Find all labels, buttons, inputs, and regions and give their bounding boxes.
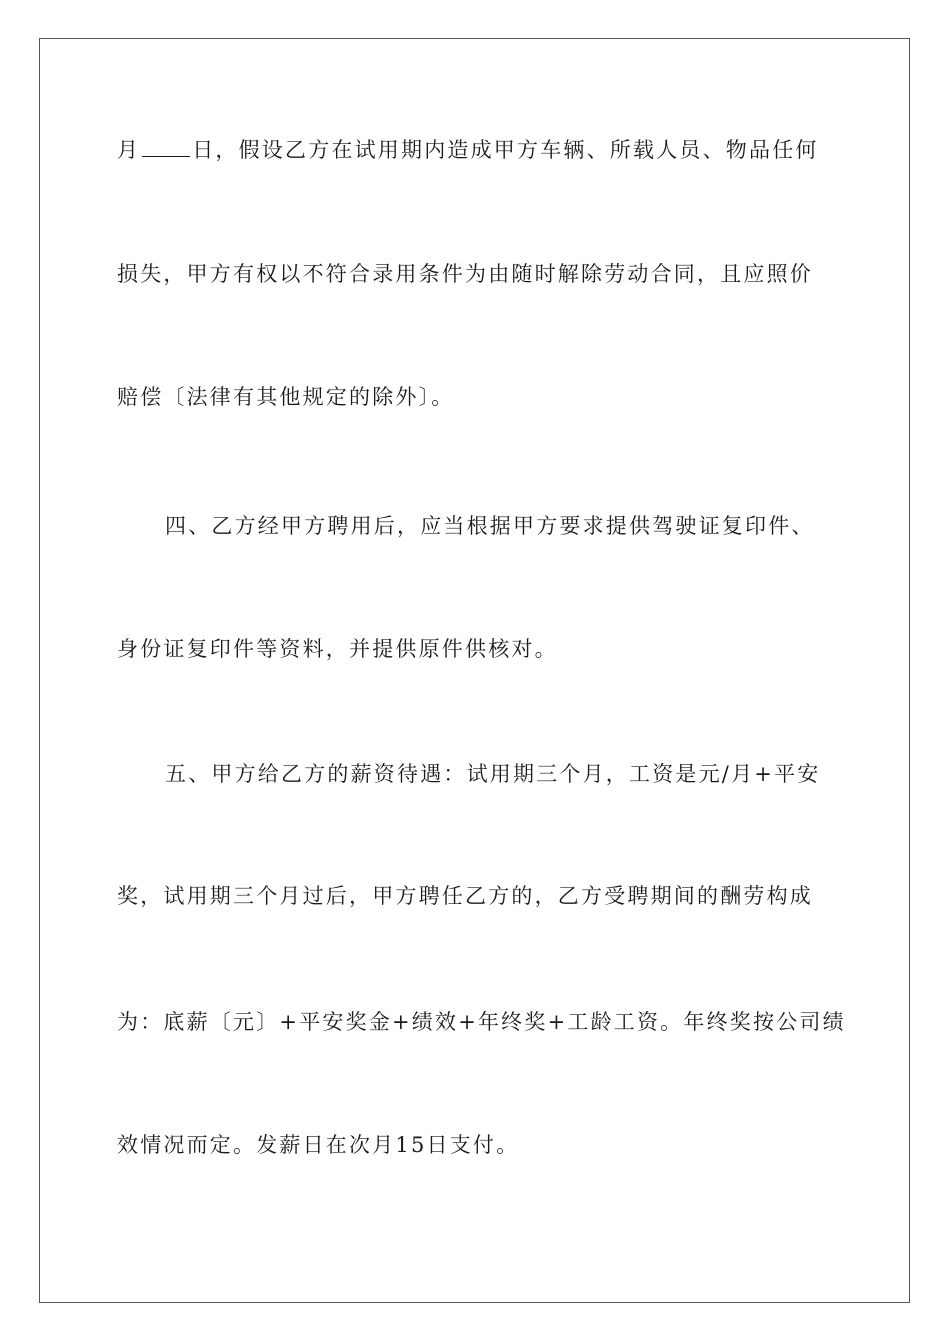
paragraph-line: 奖，试用期三个月过后，甲方聘任乙方的，乙方受聘期间的酬劳构成 [117,884,813,908]
line-text-post: 日，假设乙方在试用期内造成甲方车辆、所载人员、物品任何 [192,138,819,162]
page-border [39,38,910,1303]
paragraph-line [117,136,837,164]
clause-five-heading-line: 五、甲方给乙方的薪资待遇：试用期三个月，工资是元/月+平安 [165,762,821,786]
paragraph-line: 为：底薪〔元〕+平安奖金+绩效+年终奖+工龄工资。年终奖按公司绩 [117,1010,846,1034]
paragraph-line: 效情况而定。发薪日在次月15日支付。 [117,1133,520,1157]
line-text-pre: 月 [117,138,141,162]
paragraph-line: 损失，甲方有权以不符合录用条件为由随时解除劳动合同，且应照价 [117,262,813,286]
fill-in-blank [142,138,190,157]
clause-four-heading-line: 四、乙方经甲方聘用后，应当根据甲方要求提供驾驶证复印件、 [165,514,815,538]
paragraph-line: 身份证复印件等资料，并提供原件供核对。 [117,637,558,661]
paragraph-line: 赔偿〔法律有其他规定的除外〕。 [117,385,455,409]
